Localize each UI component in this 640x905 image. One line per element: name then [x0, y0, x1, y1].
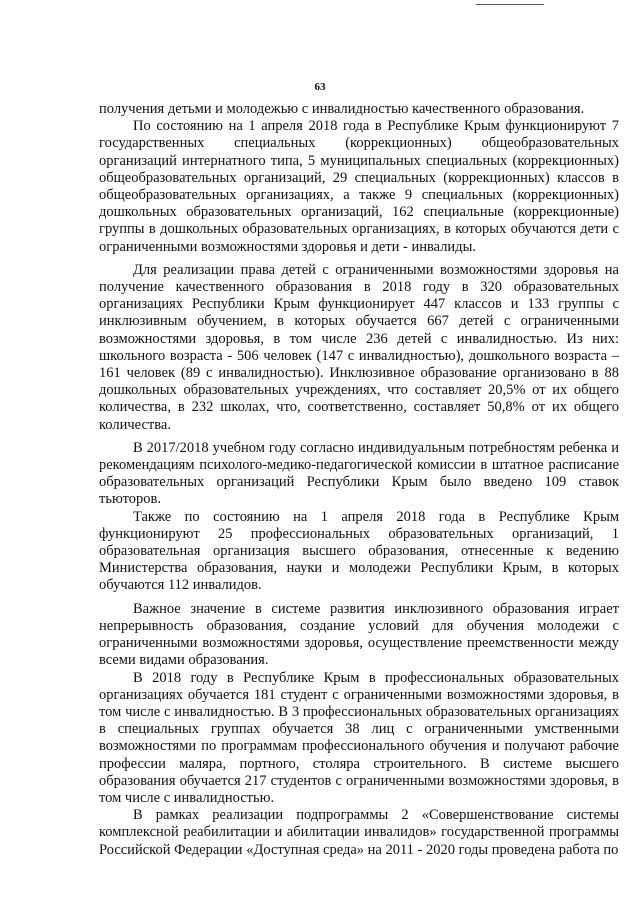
- page-number: 63: [314, 81, 326, 93]
- paragraph-continuity: Важное значение в системе развития инклюзивного образования играет непрерывность образования, создание условий для обучения молодежи с ограниченными возможностями здоровья, осуществление преемственности между всеми видами образования.: [99, 600, 619, 669]
- paragraph-institutions: По состоянию на 1 апреля 2018 года в Республике Крым функционируют 7 государственных специальных (коррекционных) общеобразовательных организаций интернатного типа, 5 муниципальных специальных (коррекционных) общеобразовательных организаций, 29 специальных (коррекционных) классов в общеобразовательных организациях, а также 9 специальных (коррекционных) дошкольных образовательных организаций, 162 специальные (коррекционные) группы в дошкольных образовательных организациях, в которых обучаются дети с ограниченными возможностями здоровья и дети - инвалиды.: [99, 118, 619, 255]
- paragraph-students: В 2018 году в Республике Крым в профессиональных образовательных организациях обучается 181 студент с ограниченными возможностями здоровья, в том числе с инвалидностью. В 3 профессиональных образовательных организациях в специальных группах обучается 38 лиц с ограниченными умственными возможностями по программам профессионального обучения и получают рабочие профессии маляра, портного, столяра строительного. В системе высшего образования обучается 217 студентов с ограниченными возможностями здоровья, в том числе с инвалидностью.: [99, 669, 619, 806]
- document-body: [99, 101, 619, 859]
- paragraph-continuation: получения детьми и молодежью с инвалидностью качественного образования.: [99, 101, 585, 117]
- paragraph-accessible-environment: В рамках реализации подпрограммы 2 «Совершенствование системы комплексной реабилитации и абилитации инвалидов» государственной программы Российской Федерации «Доступная среда» на 2011 - 2020 годы проведена работа по: [99, 807, 619, 858]
- paragraph-professional-organizations: Также по состоянию на 1 апреля 2018 года в Республике Крым функционируют 25 профессиональных образовательных организаций, 1 образовательная организация высшего образования, отнесенные к ведению Министерства образования, науки и молодежи Республики Крым, в которых обучаются 112 инвалидов.: [99, 508, 619, 594]
- paragraph-tutors: В 2017/2018 учебном году согласно индивидуальным потребностям ребенка и рекомендациям психолого-медико-педагогической комиссии в штатное расписание образовательных организаций Республики Крым было введено 109 ставок тьюторов.: [99, 439, 619, 508]
- top-rule: [476, 4, 544, 5]
- paragraph-inclusive-education: Для реализации права детей с ограниченными возможностями здоровья на получение качественного образования в 2018 году в 320 образовательных организациях Республики Крым функционирует 447 классов и 133 группы с инклюзивным обучением, в которых обучается 667 детей с ограниченными возможностями здоровья, в том числе 236 детей с инвалидностью. Из них: школьного возраста - 506 человек (147 с инвалидностью), дошкольного возраста – 161 человек (89 с инвалидностью). Инклюзивное образование организовано в 88 дошкольных образовательных учреждениях, что составляет 20,5% от их общего количества, в 232 школах, что, соответственно, составляет 50,8% от их общего количества.: [99, 261, 619, 433]
